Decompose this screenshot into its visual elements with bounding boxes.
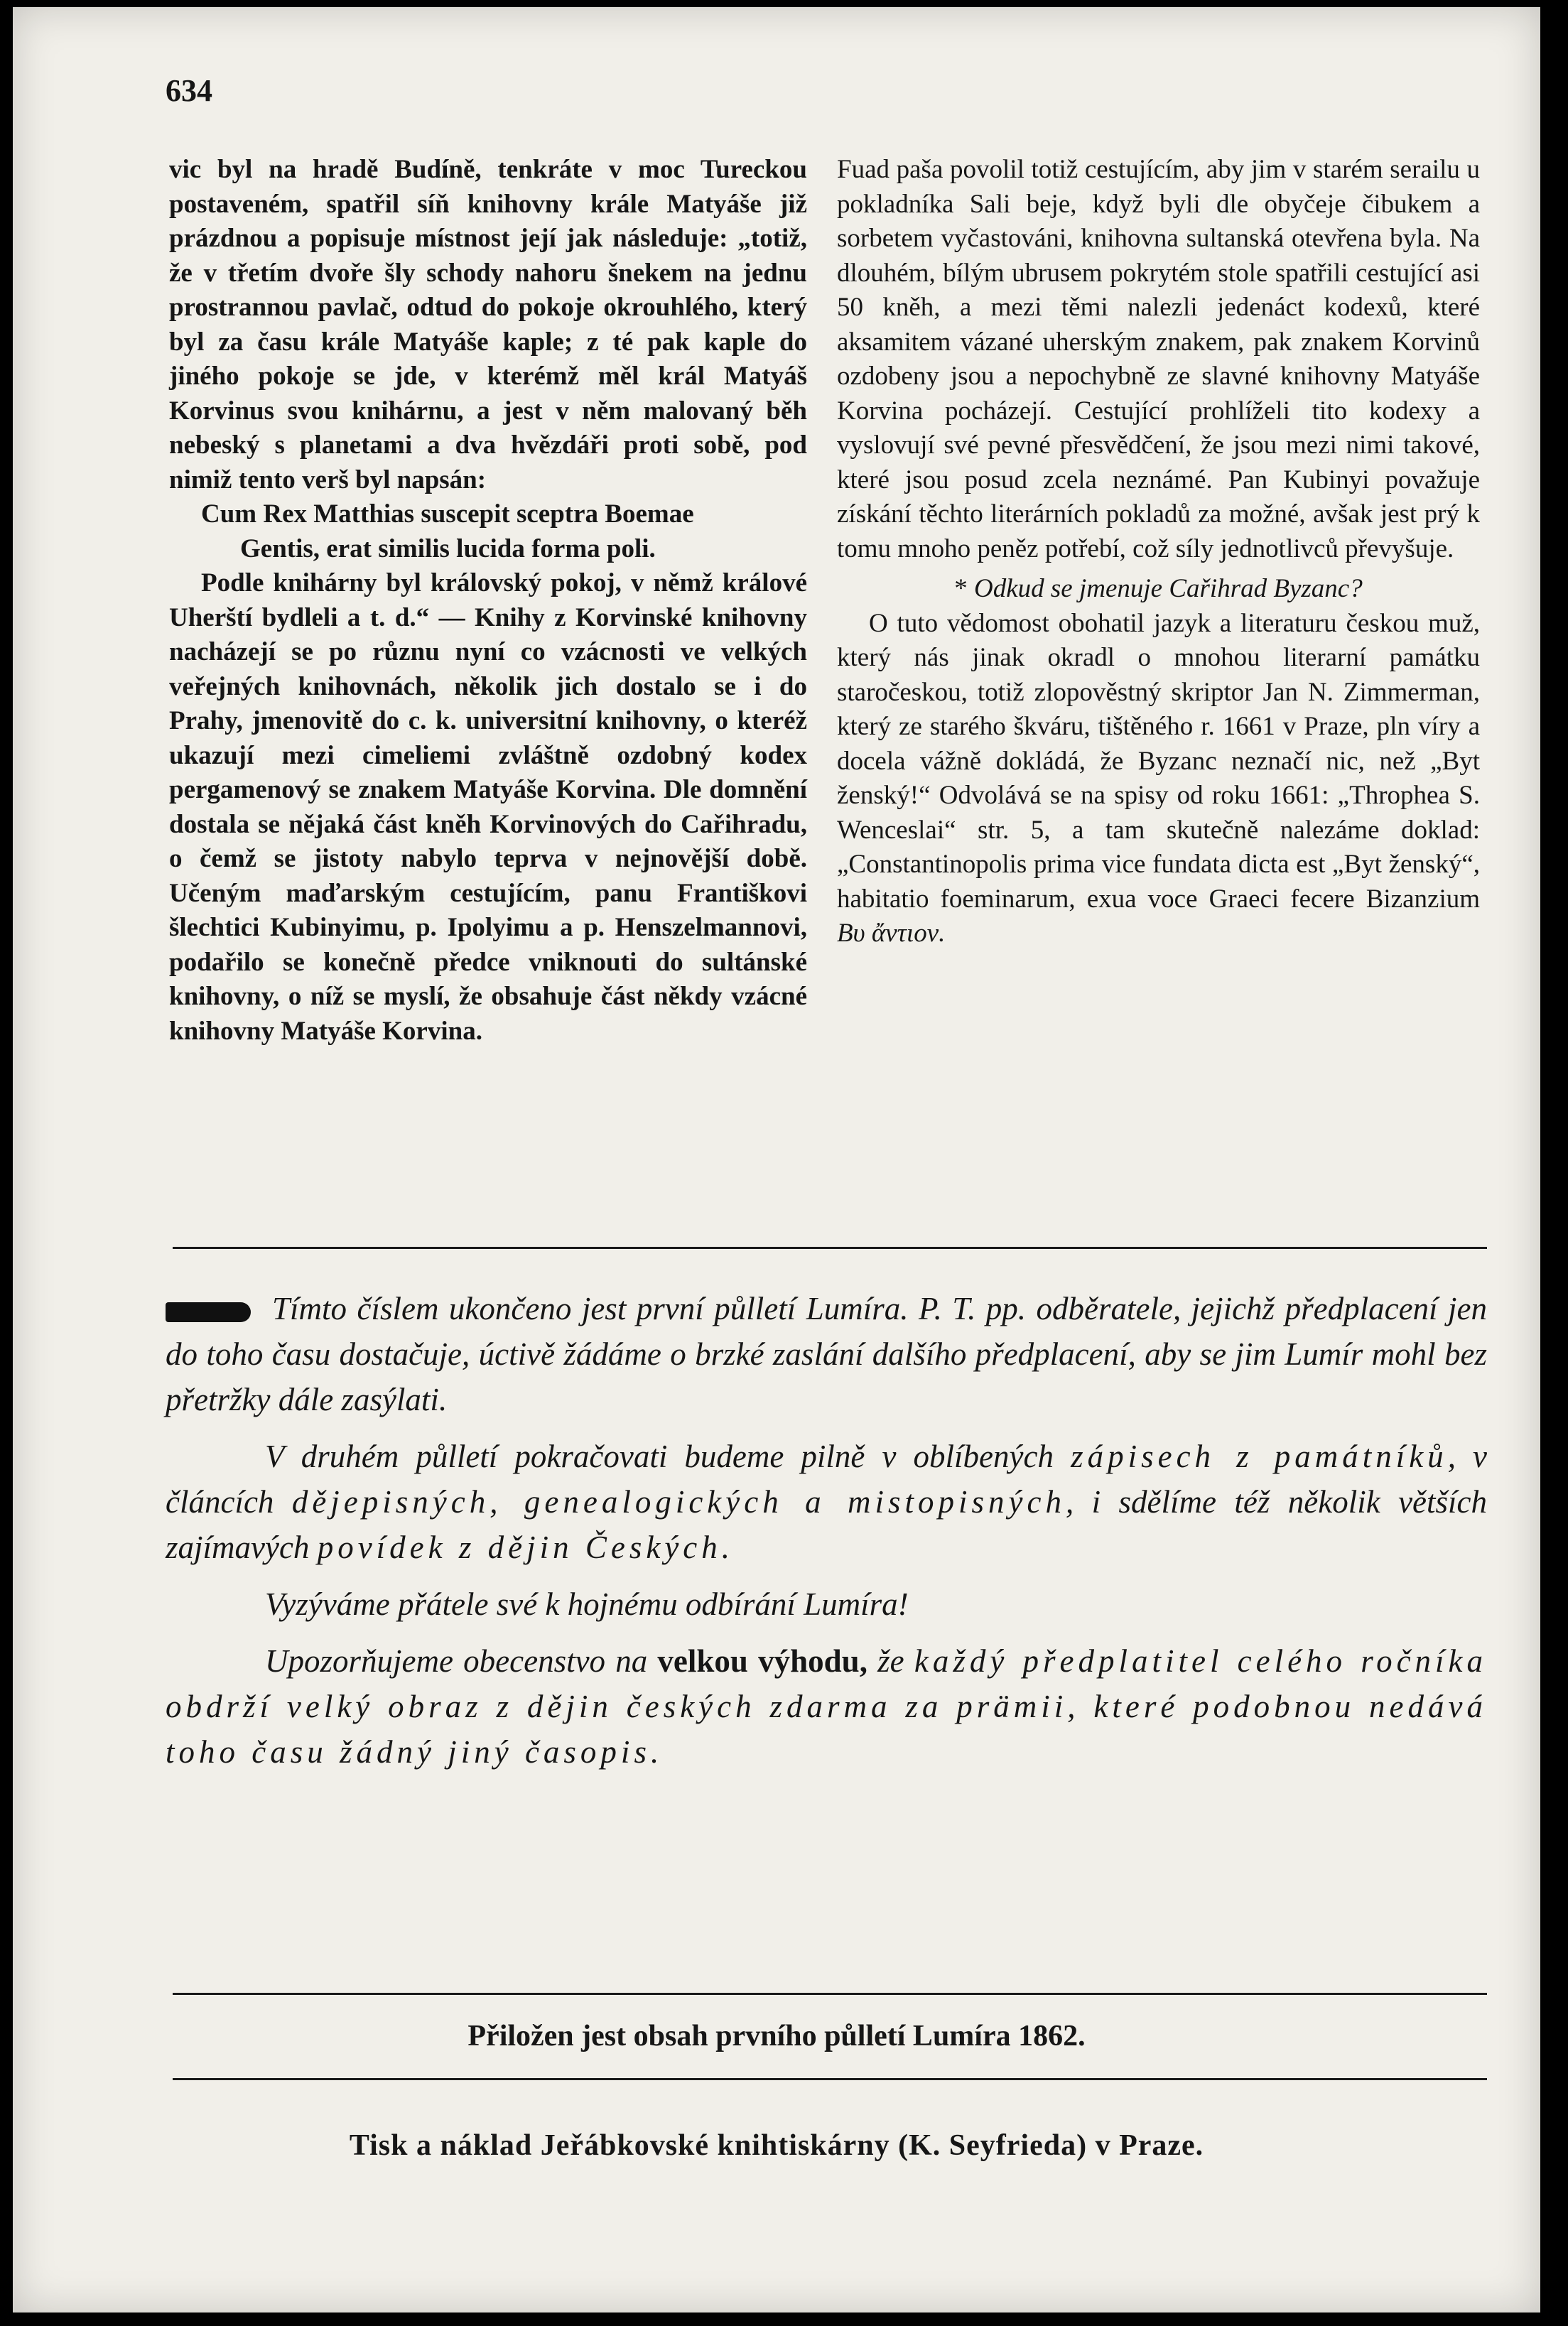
divider-top	[173, 1247, 1487, 1249]
subscription-announcement	[166, 1286, 1487, 1786]
divider-middle	[173, 1993, 1487, 1995]
page	[13, 7, 1540, 2313]
right-column	[837, 153, 1480, 951]
announcement-paragraph-2	[166, 1434, 1487, 1570]
announcement-2e: , i sdělíme též několik větších zajímavých	[166, 1484, 1487, 1565]
latin-verse	[201, 497, 807, 566]
announcement-text-1: Tímto číslem ukončeno jest první půlletí Lumíra. P. T. pp. odběratele, jejichž předplacení jen do toho času dostačuje, úctivě žádáme o brzké zaslání dalšího předplacení, aby se jim Lumír mohl bez přetržky dále zasýlati.	[166, 1291, 1487, 1417]
left-paragraph-2: Podle knihárny byl královský pokoj, v němž králové Uherští bydleli a t. d.“ — Knihy z Korvinské knihovny nacházejí se po různu nyní co vzácnosti ve velkých veřejných knihovnách, několik jich dostalo se i do Prahy, jmenovitě do c. k. universitní knihovny, o kteréž ukazují mezi cimeliemi zvláštně ozdobný kodex pergamenový se znakem Matyáše Korvina. Dle domnění dostala se nějaká část kněh Korvinových do Cařihradu, o čemž se jistoty nabylo teprva v nejnovější době. Učeným maďarským cestujícím, panu Františkovi šlechtici Kubinyimu, p. Ipolyimu a p. Henszelmannovi, podařilo se konečně předce vniknouti do sultánské knihovny, o níž se myslí, že obsahuje část někdy vzácné knihovny Matyáše Korvina.	[169, 568, 807, 1046]
right-paragraph-2-text: O tuto vědomost obohatil jazyk a literaturu českou muž, který nás jinak okradl o mnohou literarní památku staročeskou, totiž zlopověstný skriptor Jan N. Zimmerman, který ze starého škváru, tištěného r. 1661 v Praze, pln víry a docela vážně dokládá, že Byzanc neznačí nic, než „Byt ženský!“ Odvolává se na spisy od roku 1661: „Throphea S. Wenceslai“ str. 5, a tam skutečně nalezáme doklad: „Constantinopolis prima vice fundata dicta est „Byt ženský“, habitatio foeminarum, exua voce Graeci fecere Bizanzium	[837, 608, 1480, 914]
right-paragraph-1: Fuad pašа povolil totiž cestujícím, aby jim v starém serailu u pokladníka Sali beje, když byli dle obyčeje čibukem a sorbetem vyčastováni, knihovna sultanská otevřena byla. Na dlouhém, bílým ubrusem pokrytém stole spatřili cestující asi 50 kněh, a mezi těmi nalezli jedenáct kodexů, které aksamitem vázané uherským znakem, pak znakem Korvinů ozdobeny jsou a nepochybně ze slavné knihovny Matyáše Korvina pocházejí. Cestující prohlíželi tito kodexy a vyslovují své pevné přesvědčení, že jsou mezi nimi takové, které jsou posud zcela neznámé. Pan Kubinyi považuje získání těchto literárních pokladů za možné, avšak jest prý k tomu mnoho peněz potřebí, což síly jednotlivců převyšuje.	[837, 155, 1480, 563]
announcement-4a: Upozorňujeme obecenstvo na	[265, 1643, 648, 1679]
footnote-title: Odkud se jmenuje Cařihrad Byzanc?	[974, 574, 1363, 603]
announcement-paragraph-4	[166, 1638, 1487, 1775]
verse-line-1: Cum Rex Matthias suscepit sceptra Boemae	[201, 499, 694, 529]
left-column	[169, 153, 807, 1049]
announcement-paragraph-1	[166, 1286, 1487, 1422]
announcement-2c: , v článcích	[166, 1439, 1487, 1520]
attachment-note: Přiložen jest obsah prvního půlletí Lumíra 1862.	[467, 2020, 1086, 2052]
announcement-2d: dějepisných, genealogických a mistopisných	[291, 1484, 1066, 1520]
left-paragraph-1: vic byl na hradě Budíně, tenkráte v moc Tureckou postaveném, spatřil síň knihovny krále Matyáše již prázdnou a popisuje místnost její jak následuje: „totiž, že v třetím dvoře šly schody nahoru šnekem na jednu prostrannou pavlač, odtud do pokoje okrouhlého, který byl za času krále Matyáše kaple; z té pak kaple do jiného pokoje se jde, v kterémž měl král Matyáš Korvinus svou knihárnu, a jest v něm malovaný běh nebeský s planetami a dva hvězdáři proti sobě, pod nimiž tento verš byl napsán:	[169, 155, 807, 494]
right-paragraph-2	[837, 607, 1480, 951]
announcement-2b: zápisech z památníků	[1071, 1439, 1448, 1474]
announcement-2a: V druhém půlletí pokračovati budeme pilně v oblíbených	[265, 1439, 1054, 1474]
printer-note: Tisk a náklad Jeřábkovské knihtiskárny (K. Seyfrieda) v Praze.	[349, 2129, 1204, 2162]
page-number: 634	[166, 73, 212, 108]
verse-line-2: Gentis, erat similis lucida forma poli.	[240, 534, 656, 563]
footnote-mark: *	[954, 574, 968, 603]
announcement-4c: že	[877, 1643, 904, 1679]
footnote-heading	[837, 572, 1480, 607]
announcement-paragraph-3: Vyzýváme přátele své k hojnému odbírání Lumíra!	[265, 1586, 909, 1622]
pointing-hand-icon	[166, 1302, 251, 1322]
announcement-2f: povídek z dějin Českých.	[317, 1530, 735, 1565]
announcement-4b: velkou výhodu,	[657, 1643, 867, 1679]
announcement-4d: každý předplatitel celého ročníka obdrží velký obraz z dějin českých zdarma za prämii, které podobnou nedává toho času žádný jiný časopis.	[166, 1643, 1488, 1770]
divider-bottom	[173, 2078, 1487, 2080]
greek-note: Bυ ἄντιον.	[837, 919, 946, 948]
